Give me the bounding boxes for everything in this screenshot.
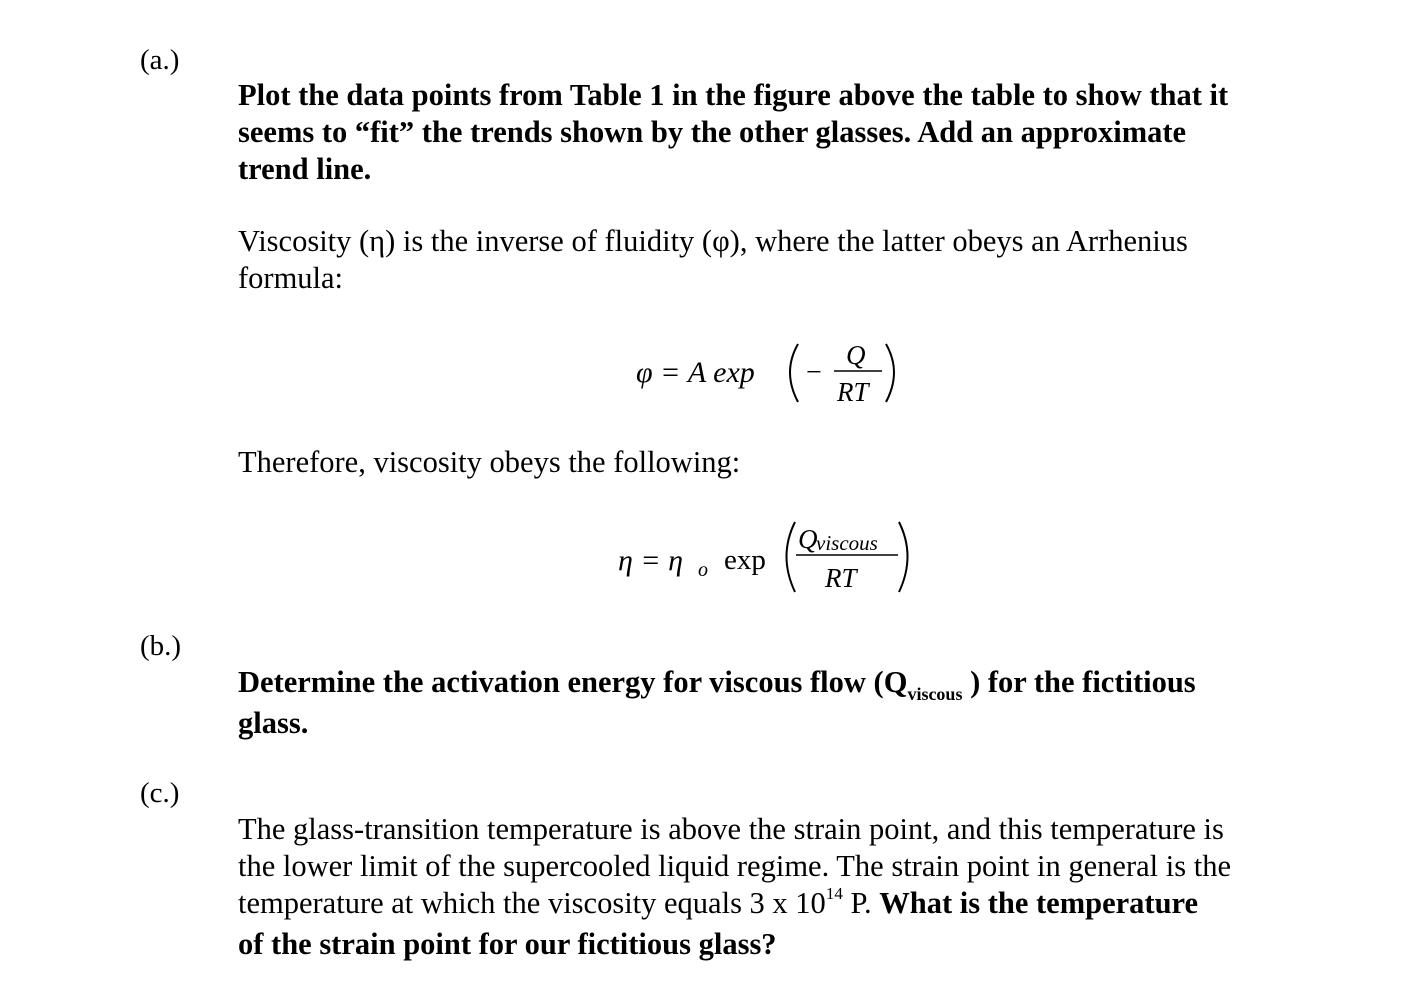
paren-right-icon [899,522,908,592]
part-a-label: (a.) [140,44,180,76]
question-line: of the strain point for our fictitious glass? [238,927,777,961]
text-line: Viscosity (η) is the inverse of fluidity (φ), where the latter obeys an Arrhenius [238,224,1188,258]
exponent-superscript: 14 [825,884,843,903]
question-text: Determine the activation energy for viscous flow (Q [238,665,908,699]
equation-lhs-subscript: o [698,559,708,581]
text-line: formula: [238,261,344,295]
equation-lhs: φ = A exp [636,356,755,389]
fluidity-equation [630,330,910,410]
therefore-text: Therefore, viscosity obeys the following: [238,445,741,479]
equation-minus: − [806,357,822,388]
instruction-line: Plot the data points from Table 1 in the figure above the table to show that it [238,78,1229,112]
fraction-numerator: Q [798,524,818,554]
part-c-text [238,811,1231,963]
text-line: The glass-transition temperature is above the strain point, and this temperature is [238,812,1224,846]
part-b-label: (b.) [140,630,182,662]
part-c-label: (c.) [140,777,180,809]
question-text: What is the temperature [879,886,1199,920]
fraction-numerator: Q [846,340,866,370]
fraction-numerator-subscript: viscous [816,531,878,555]
paren-right-icon [886,344,894,402]
q-viscous-subscript: viscous [907,684,963,704]
viscosity-intro [238,223,1188,297]
instruction-line: trend line. [238,152,372,186]
question-text: ) for the fictitious [962,665,1196,699]
text-segment: P. [842,886,880,920]
paren-left-icon [787,522,796,592]
question-line [238,664,1196,705]
fraction-denominator: RT [825,563,857,593]
text-line: the lower limit of the supercooled liquid regime. The strain point in general is the [238,849,1231,883]
text-line [238,885,1231,926]
part-a-instruction [238,77,1228,188]
part-b-question [238,664,1196,742]
equation-exp: exp [724,544,766,576]
fraction-denominator: RT [837,377,869,407]
equation-lhs: η = η [618,544,684,577]
paren-left-icon [790,344,798,402]
viscosity-equation [612,512,922,598]
question-line: glass. [238,706,309,740]
text-segment: temperature at which the viscosity equals 3 x 10 [238,886,826,920]
instruction-line: seems to “fit” the trends shown by the other glasses. Add an approximate [238,115,1187,149]
